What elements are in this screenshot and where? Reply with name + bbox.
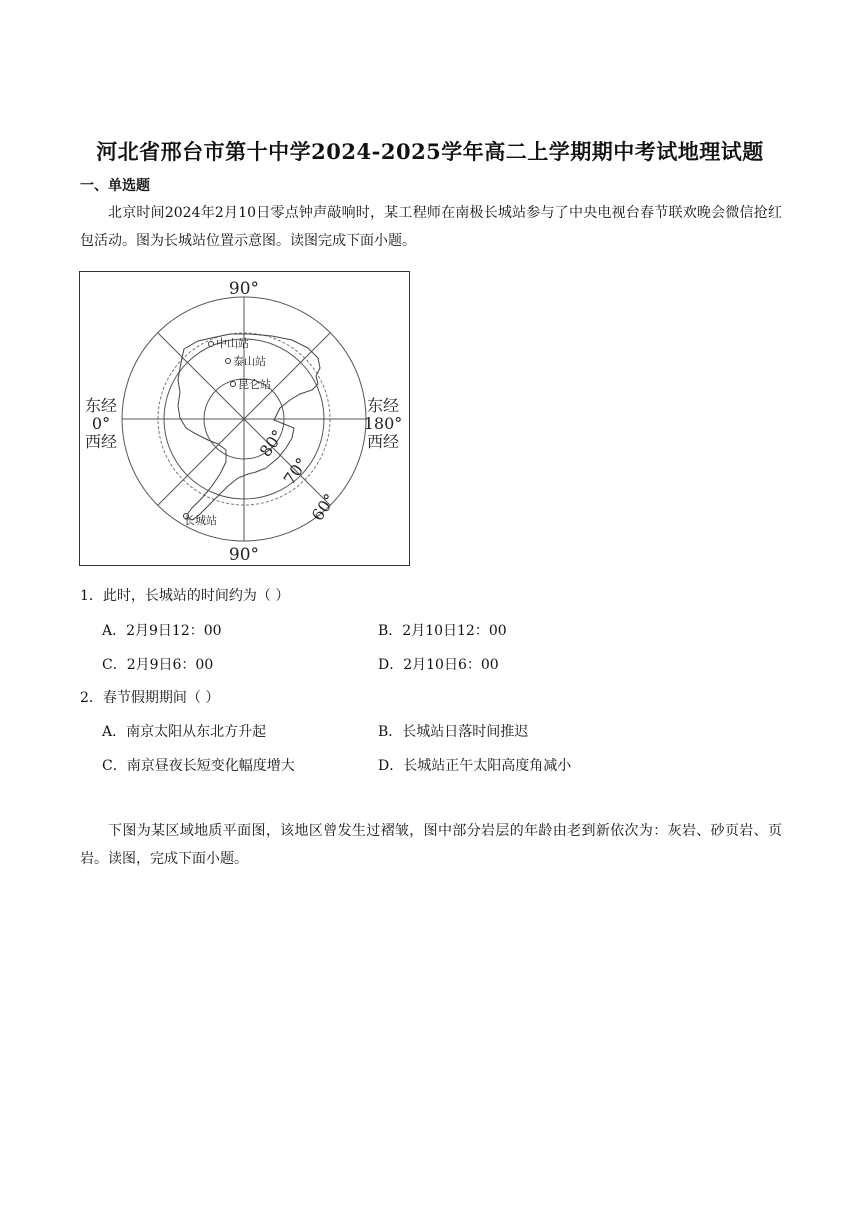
q1-option-a: A．2月9日12：00 xyxy=(102,623,222,639)
question-1-stem: 1．此时，长城站的时间约为（ ） xyxy=(80,588,290,604)
lat-label-70: 70° xyxy=(279,454,312,489)
intro-paragraph-1: 北京时间2024年2月10日零点钟声敲响时，某工程师在南极长城站参与了中央电视台春节联欢晚会微信抢红包活动。图为长城站位置示意图。读图完成下面小题。 xyxy=(80,205,782,249)
q1-option-b: B．2月10日12：00 xyxy=(378,623,507,639)
lat-label-60: 60° xyxy=(307,490,340,525)
section-heading: 一、单选题 xyxy=(80,178,150,194)
q1-option-d: D．2月10日6：00 xyxy=(378,657,499,673)
q2-option-c: C．南京昼夜长短变化幅度增大 xyxy=(102,758,295,774)
q1-option-c: C．2月9日6：00 xyxy=(102,657,214,673)
q2-option-a: A．南京太阳从东北方升起 xyxy=(102,724,267,740)
kunlun-station-marker xyxy=(231,382,236,387)
kunlun-station-label: 昆仑站 xyxy=(238,378,271,391)
intro-paragraph-2: 下图为某区域地质平面图，该地区曾发生过褶皱，图中部分岩层的年龄由老到新依次为：灰岩、砂页岩、页岩。读图，完成下面小题。 xyxy=(80,823,782,867)
antarctica-map xyxy=(80,272,409,565)
taishan-station-marker xyxy=(226,359,231,364)
lat-label-80: 80° xyxy=(255,426,288,461)
label-180-degree: 180° xyxy=(363,414,403,433)
taishan-station-label: 泰山站 xyxy=(233,355,266,368)
label-90-top: 90° xyxy=(228,279,260,299)
q2-option-d: D．长城站正午太阳高度角减小 xyxy=(378,758,572,774)
label-east-left: 东经 xyxy=(84,396,118,415)
q2-option-b: B．长城站日落时间推迟 xyxy=(378,724,529,740)
label-west-right: 西经 xyxy=(366,432,400,451)
page-title: 河北省邢台市第十中学2024-2025学年高二上学期期中考试地理试题 xyxy=(96,139,764,164)
label-east-right: 东经 xyxy=(366,396,400,415)
antarctica-map-figure xyxy=(79,271,410,566)
label-0-degree: 0° xyxy=(91,414,111,433)
label-90-bottom: 90° xyxy=(228,545,260,565)
zhongshan-station-marker xyxy=(209,342,214,347)
question-2-stem: 2．春节假期期间（ ） xyxy=(80,690,220,706)
zhongshan-station-label: 中山站 xyxy=(216,337,249,350)
great-wall-station-label: 长城站 xyxy=(184,514,217,527)
label-west-left: 西经 xyxy=(84,432,118,451)
